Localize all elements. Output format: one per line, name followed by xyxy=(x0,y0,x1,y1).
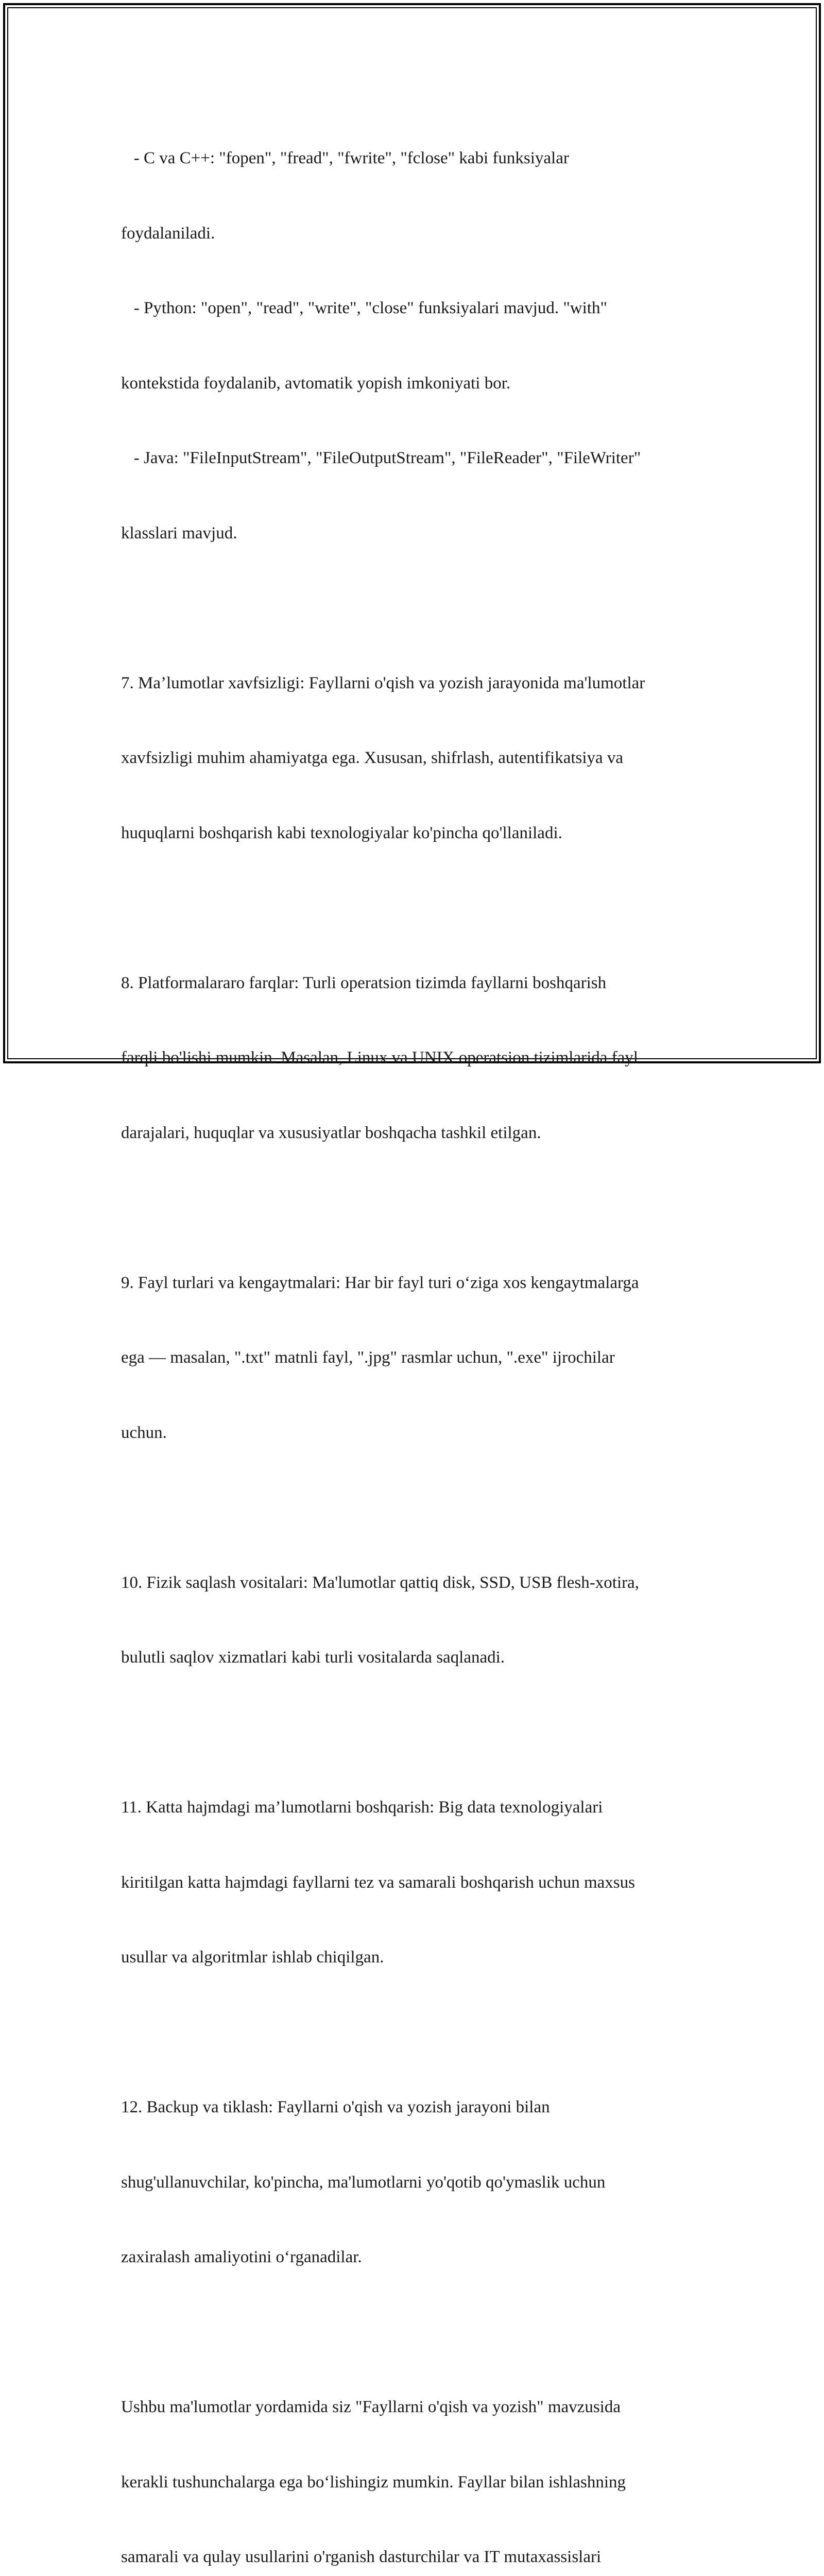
text-line: ega — masalan, ".txt" matnli fayl, ".jpg" rasmlar uchun, ".exe" ijrochilar xyxy=(121,1348,615,1367)
paragraph-gap xyxy=(121,1720,718,1745)
text-line: uchun. xyxy=(121,1423,167,1442)
paragraph-gap xyxy=(121,2320,718,2345)
text-line: klasslari mavjud. xyxy=(121,523,237,543)
paragraph-item-8 xyxy=(121,921,718,1196)
text-line: huquqlarni boshqarish kabi texnologiyalar ko'pincha qo'llaniladi. xyxy=(121,823,562,842)
paragraph-gap xyxy=(121,1495,718,1520)
text-line: darajalari, huquqlar va xususiyatlar boshqacha tashkil etilgan. xyxy=(121,1123,541,1142)
paragraph-gap xyxy=(121,1195,718,1221)
text-line: farqli bo'lishi mumkin. Masalan, Linux va UNIX operatsion tizimlarida fayl xyxy=(121,1048,638,1067)
text-line: samarali va qulay usullarini o'rganish dasturchilar va IT mutaxassislari xyxy=(121,2548,602,2566)
text-line: - C va C++: "fopen", "fread", "fwrite", "fclose" kabi funksiyalar xyxy=(121,149,569,167)
text-line: bulutli saqlov xizmatlari kabi turli vositalarda saqlanadi. xyxy=(121,1648,505,1667)
paragraph-item-7 xyxy=(121,621,718,896)
paragraph-item-9 xyxy=(121,1221,718,1496)
text-line: - Python: "open", "read", "write", "close" funksiyalari mavjud. "with" xyxy=(121,299,607,317)
paragraph-item-12 xyxy=(121,2045,718,2320)
text-line: 8. Platformalararo farqlar: Turli operatsion tizimda fayllarni boshqarish xyxy=(121,973,607,992)
text-line: usullar va algoritmlar ishlab chiqilgan. xyxy=(121,1948,384,1967)
paragraph-item-11 xyxy=(121,1745,718,2020)
paragraph-conclusion xyxy=(121,2345,718,2576)
paragraph-item-10 xyxy=(121,1520,718,1720)
paragraph-language-functions xyxy=(121,96,718,596)
paragraph-gap xyxy=(121,596,718,621)
text-line: xavfsizligi muhim ahamiyatga ega. Xususan, shifrlash, autentifikatsiya va xyxy=(121,749,624,767)
text-line: 7. Ma’lumotlar xavfsizligi: Fayllarni o'qish va yozish jarayonida ma'lumotlar xyxy=(121,673,645,692)
text-line: kiritilgan katta hajmdagi fayllarni tez va samarali boshqarish uchun maxsus xyxy=(121,1873,635,1892)
text-line: 11. Katta hajmdagi ma’lumotlarni boshqarish: Big data texnologiyalari xyxy=(121,1798,603,1817)
text-line: kerakli tushunchalarga ega bo‘lishingiz mumkin. Fayllar bilan ishlashning xyxy=(121,2472,626,2492)
text-line: foydalaniladi. xyxy=(121,224,215,243)
paragraph-gap xyxy=(121,895,718,921)
text-line: - Java: "FileInputStream", "FileOutputStream", "FileReader", "FileWriter" xyxy=(121,449,641,467)
text-line: kontekstida foydalanib, avtomatik yopish imkoniyati bor. xyxy=(121,374,511,393)
text-line: 9. Fayl turlari va kengaytmalari: Har bir fayl turi o‘ziga xos kengaytmalarga xyxy=(121,1273,639,1292)
text-line: shug'ullanuvchilar, ko'pincha, ma'lumotlarni yo'qotib qo'ymaslik uchun xyxy=(121,2173,606,2192)
text-line: zaxiralash amaliyotini o‘rganadilar. xyxy=(121,2248,362,2266)
text-line: Ushbu ma'lumotlar yordamida siz "Fayllarni o'qish va yozish" mavzusida xyxy=(121,2398,621,2416)
text-line: 12. Backup va tiklash: Fayllarni o'qish va yozish jarayoni bilan xyxy=(121,2098,550,2116)
paragraph-gap xyxy=(121,2020,718,2045)
document-body xyxy=(121,96,718,2576)
text-line: 10. Fizik saqlash vositalari: Ma'lumotlar qattiq disk, SSD, USB flesh-xotira, xyxy=(121,1573,639,1592)
